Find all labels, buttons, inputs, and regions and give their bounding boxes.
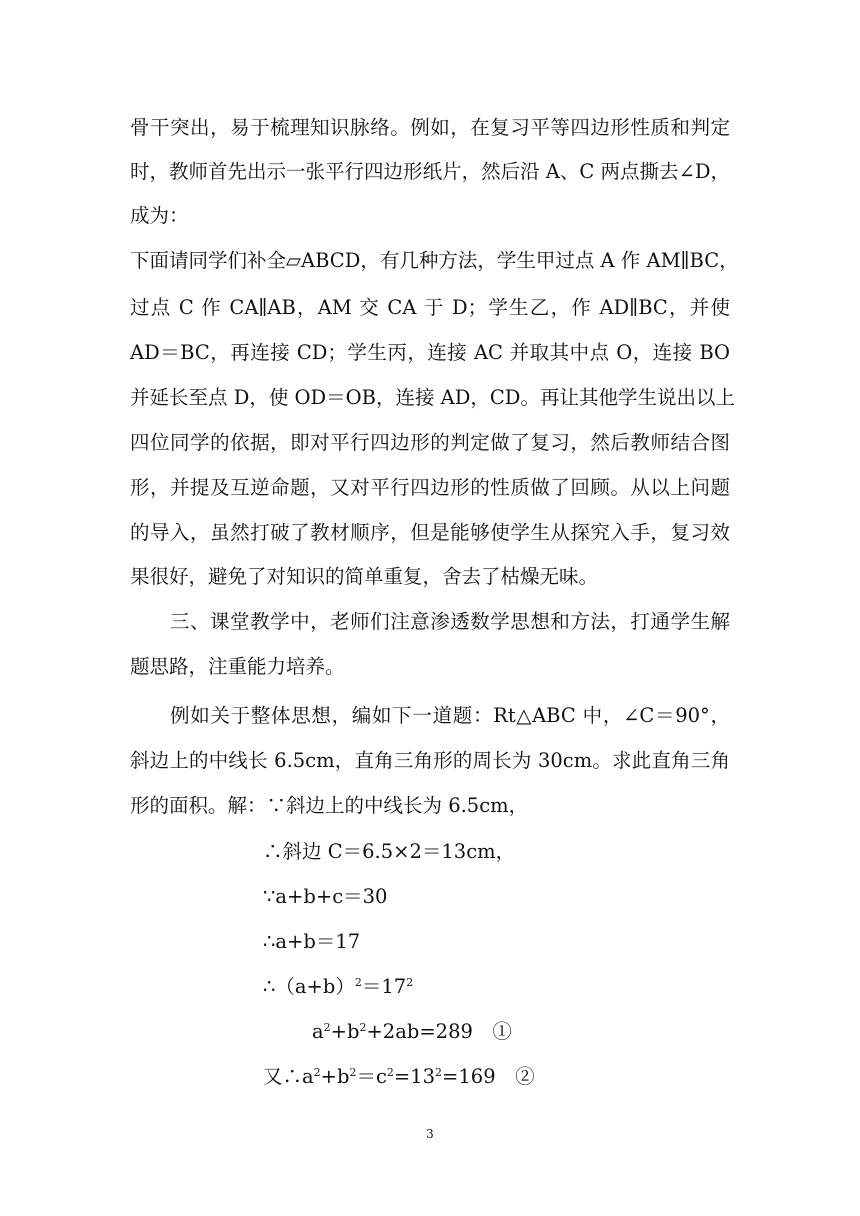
math-line: $\therefore(a+b)^2=17^2$ [263, 975, 414, 998]
math-line: 又$\therefore a^2+b^2=c^2=13^2=169$ ② [263, 1065, 535, 1088]
text-line: 形，并提及互逆命题，又对平行四边形的性质做了回顾。从以上问题 [130, 476, 730, 499]
text-line: 例如关于整体思想，编如下一道题：Rt△ABC 中，∠C＝90°， [170, 704, 730, 727]
math-line: ∴斜边 C＝6.5×2＝13cm， [263, 840, 516, 863]
math-line: ∵a+b+c＝30 [263, 885, 388, 908]
text-line: 的导入，虽然打破了教材顺序，但是能够使学生从探究入手，复习效 [130, 521, 730, 544]
page-number: 3 [426, 1127, 434, 1141]
text-line: 成为： [130, 204, 189, 227]
text-line: 并延长至点 D，使 OD＝OB，连接 AD，CD。再让其他学生说出以上 [130, 386, 735, 409]
math-line: $a^2+b^2+2ab=289$ ① [312, 1020, 512, 1043]
text-line: 时，教师首先出示一张平行四边形纸片，然后沿 A、C 两点撕去∠D， [130, 160, 730, 183]
text-line: 下面请同学们补全▱ABCD，有几种方法，学生甲过点 A 作 AM∥BC， [130, 249, 739, 272]
text-line: AD＝BC，再连接 CD；学生丙，连接 AC 并取其中点 O，连接 BO [130, 341, 730, 364]
math-line: ∴a+b＝17 [263, 930, 361, 953]
section-heading-line: 三、课堂教学中，老师们注意渗透数学思想和方法，打通学生解 [170, 610, 730, 633]
text-line: 过点 C 作 CA∥AB，AM 交 CA 于 D；学生乙，作 AD∥BC，并使 [130, 296, 730, 319]
text-line: 骨干突出，易于梳理知识脉络。例如，在复习平等四边形性质和判定 [130, 116, 730, 139]
text-line: 题思路，注重能力培养。 [130, 655, 345, 678]
text-line: 四位同学的依据，即对平行四边形的判定做了复习，然后教师结合图 [130, 431, 730, 454]
text-line: 斜边上的中线长 6.5cm，直角三角形的周长为 30cm。求此直角三角 [130, 749, 730, 772]
text-line: 果很好，避免了对知识的简单重复，舍去了枯燥无味。 [130, 565, 599, 588]
text-line: 形的面积。解：∵斜边上的中线长为 6.5cm， [130, 794, 529, 817]
